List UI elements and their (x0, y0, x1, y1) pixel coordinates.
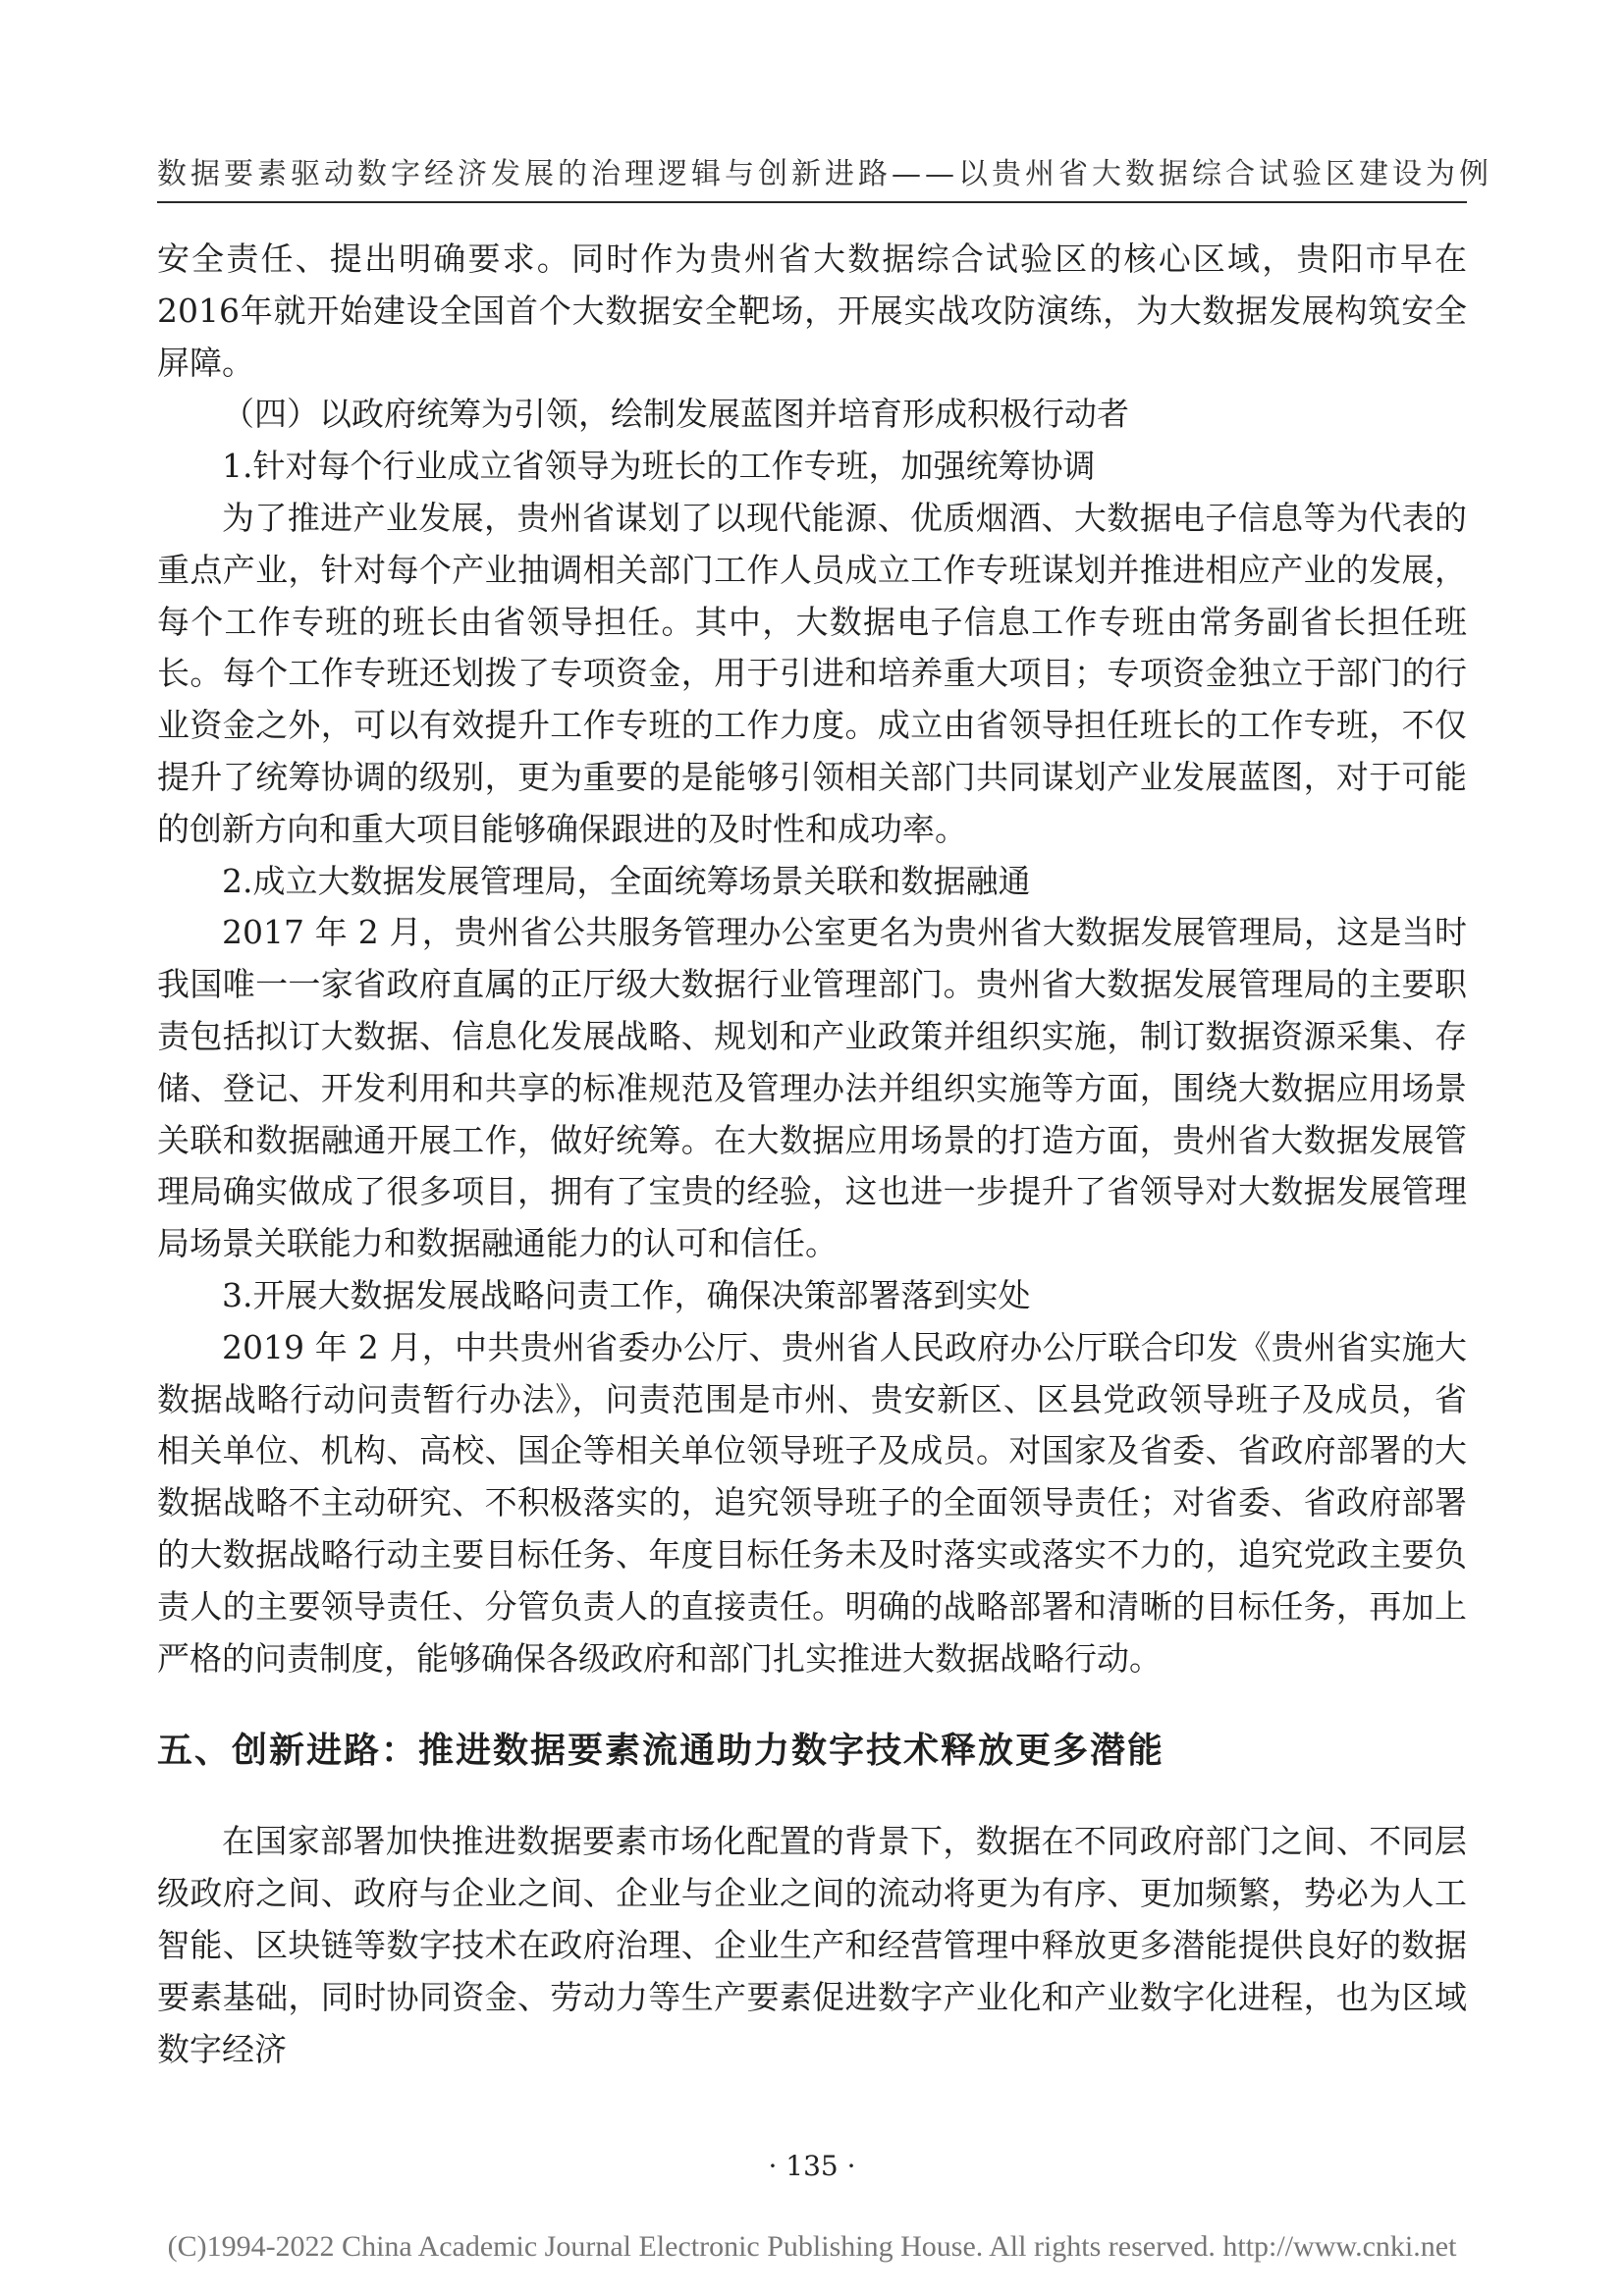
paragraph: 安全责任、提出明确要求。同时作为贵州省大数据综合试验区的核心区域，贵阳市早在2016年就开始建设全国首个大数据安全靶场，开展实战攻防演练，为大数据发展构筑安全屏障。 (157, 240, 1467, 382)
subsection-heading: 3.开展大数据发展战略问责工作，确保决策部署落到实处 (222, 1275, 1031, 1314)
section-heading: 五、创新进路：推进数据要素流通助力数字技术释放更多潜能 (157, 1731, 1165, 1772)
subsection-heading: 1.针对每个行业成立省领导为班长的工作专班，加强统筹协调 (222, 447, 1096, 486)
subsection-heading: （四）以政府统筹为引领，绘制发展蓝图并培育形成积极行动者 (222, 395, 1129, 434)
page-number: · 135 · (768, 2150, 856, 2182)
copyright-footer: (C)1994-2022 China Academic Journal Electronic Publishing House. All rights reserved. http://www.cnki.net (167, 2230, 1457, 2263)
paragraph: 2017 年 2 月，贵州省公共服务管理办公室更名为贵州省大数据发展管理局，这是当时我国唯一一家省政府直属的正厅级大数据行业管理部门。贵州省大数据发展管理局的主要职责包括拟订大数据、信息化发展战略、规划和产业政策并组织实施，制订数据资源采集、存储、登记、开发利用和共享的标准规范及管理办法并组织实施等方面，围绕大数据应用场景关联和数据融通开展工作，做好统筹。在大数据应用场景的打造方面，贵州省大数据发展管理局确实做成了很多项目，拥有了宝贵的经验，这也进一步提升了省领导对大数据发展管理局场景关联能力和数据融通能力的认可和信任。 (157, 913, 1467, 1263)
running-head: 数据要素驱动数字经济发展的治理逻辑与创新进路——以贵州省大数据综合试验区建设为例 (157, 157, 1492, 191)
paragraph: 2019 年 2 月，中共贵州省委办公厅、贵州省人民政府办公厅联合印发《贵州省实施大数据战略行动问责暂行办法》，问责范围是市州、贵安新区、区县党政领导班子及成员，省相关单位、机构、高校、国企等相关单位领导班子及成员。对国家及省委、省政府部署的大数据战略不主动研究、不积极落实的，追究领导班子的全面领导责任；对省委、省政府部署的大数据战略行动主要目标任务、年度目标任务未及时落实或落实不力的，追究党政主要负责人的主要领导责任、分管负责人的直接责任。明确的战略部署和清晰的目标任务，再加上严格的问责制度，能够确保各级政府和部门扎实推进大数据战略行动。 (157, 1327, 1467, 1678)
paragraph: 为了推进产业发展，贵州省谋划了以现代能源、优质烟酒、大数据电子信息等为代表的重点产业，针对每个产业抽调相关部门工作人员成立工作专班谋划并推进相应产业的发展，每个工作专班的班长由省领导担任。其中，大数据电子信息工作专班由常务副省长担任班长。每个工作专班还划拨了专项资金，用于引进和培养重大项目；专项资金独立于部门的行业资金之外，可以有效提升工作专班的工作力度。成立由省领导担任班长的工作专班，不仅提升了统筹协调的级别，更为重要的是能够引领相关部门共同谋划产业发展蓝图，对于可能的创新方向和重大项目能够确保跟进的及时性和成功率。 (157, 498, 1467, 848)
paragraph: 在国家部署加快推进数据要素市场化配置的背景下，数据在不同政府部门之间、不同层级政府之间、政府与企业之间、企业与企业之间的流动将更为有序、更加频繁，势必为人工智能、区块链等数字技术在政府治理、企业生产和经营管理中释放更多潜能提供良好的数据要素基础，同时协同资金、劳动力等生产要素促进数字产业化和产业数字化进程，也为区域数字经济 (157, 1822, 1467, 2068)
header-divider (157, 201, 1467, 203)
subsection-heading: 2.成立大数据发展管理局，全面统筹场景关联和数据融通 (222, 861, 1031, 900)
article-body (157, 234, 1467, 2075)
